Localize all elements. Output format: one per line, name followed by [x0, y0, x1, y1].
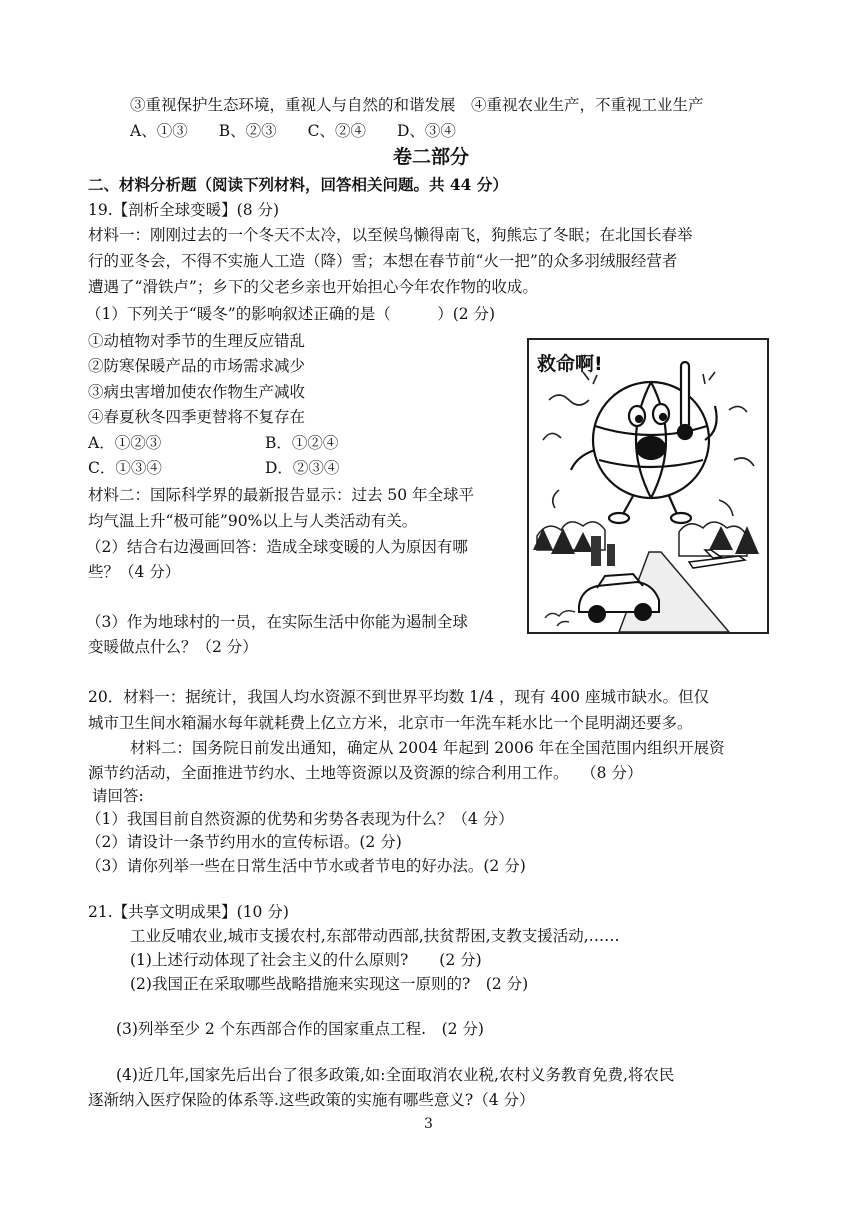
q19-title: 19.【剖析全球变暖】(8 分)	[88, 201, 280, 219]
q21-subq4-line2: 逐渐纳入医疗保险的体系等.这些政策的实施有哪些意义?（4 分）	[88, 1091, 535, 1109]
q19-choice-b: B．①②④	[265, 434, 339, 452]
q19-option-2: ②防寒保暖产品的市场需求减少	[88, 357, 306, 375]
q19-material1-line3: 遭遇了“滑铁卢”；乡下的父老乡亲也开始担心今年农作物的收成。	[88, 278, 538, 296]
cartoon-caption: 救命啊!	[537, 353, 603, 375]
cartoon-drawing	[529, 340, 767, 632]
q20-line3: 材料二：国务院日前发出通知，确定从 2004 年起到 2006 年在全国范围内组织开展资	[130, 739, 725, 757]
q19-material1-line2: 行的亚冬会，不得不实施人工造（降）雪；本想在春节前“火一把”的众多羽绒服经营者	[88, 252, 678, 270]
q19-choice-c: C．①③④	[88, 459, 162, 477]
q20-subq3: （3）请你列举一些在日常生活中节水或者节电的好办法。(2 分)	[86, 857, 526, 875]
section-title: 卷二部分	[393, 146, 470, 168]
q19-option-3: ③病虫害增加使农作物生产减收	[88, 383, 306, 401]
part2-heading: 二、材料分析题（阅读下列材料，回答相关问题。共 44 分）	[88, 175, 508, 194]
q21-subq1: (1)上述行动体现了社会主义的什么原则? (2 分)	[130, 951, 482, 969]
earth-globe	[571, 362, 717, 523]
q21-subq4-line1: (4)近几年,国家先后出台了很多政策,如:全面取消农业税,农村义务教育免费,将农民	[116, 1066, 675, 1084]
q21-title: 21.【共享文明成果】(10 分)	[88, 903, 289, 921]
q19-material2-line2: 均气温上升“极可能”90%以上与人类活动有关。	[88, 512, 418, 530]
q20-ask: 请回答:	[92, 787, 144, 805]
q20-line2: 城市卫生间水箱漏水每年就耗费上亿立方米，北京市一年洗车耗水比一个昆明湖还要多。	[88, 714, 693, 732]
q19-subq3-line1: （3）作为地球村的一员，在实际生活中你能为遏制全球	[86, 613, 468, 631]
q20-subq2: （2）请设计一条节约用水的宣传标语。(2 分)	[86, 833, 402, 851]
q19-choice-d: D．②③④	[265, 459, 340, 477]
q19-subq1: （1）下列关于“暖冬”的影响叙述正确的是（ ）(2 分)	[86, 305, 496, 323]
q19-option-1: ①动植物对季节的生理反应错乱	[88, 332, 306, 350]
option-line-3-4: ③重视保护生态环境，重视人与自然的和谐发展 ④重视农业生产，不重视工业生产	[130, 96, 704, 114]
q19-subq2-line2: 些？（4 分）	[88, 563, 181, 581]
q21-subq3: (3)列举至少 2 个东西部合作的国家重点工程. (2 分)	[116, 1020, 484, 1038]
global-warming-cartoon	[527, 338, 769, 634]
q19-option-4: ④春夏秋冬四季更替将不复存在	[88, 408, 306, 426]
q19-subq3-line2: 变暖做点什么？（2 分）	[88, 638, 258, 656]
page-number: 3	[424, 1116, 433, 1132]
q21-intro: 工业反哺农业,城市支援农村,东部带动西部,扶贫帮困,支教支援活动,……	[130, 927, 620, 945]
q20-subq1: （1）我国目前自然资源的优势和劣势各表现为什么？（4 分）	[86, 810, 514, 828]
q19-material1-line1: 材料一：刚刚过去的一个冬天不太冷，以至候鸟懒得南飞，狗熊忘了冬眠；在北国长春举	[88, 226, 693, 244]
q21-subq2: (2)我国正在采取哪些战略措施来实现这一原则的? (2 分)	[130, 975, 529, 993]
answer-choices-18: A、①③ B、②③ C、②④ D、③④	[130, 122, 456, 140]
q19-subq2-line1: （2）结合右边漫画回答：造成全球变暖的人为原因有哪	[86, 538, 468, 556]
q20-line4: 源节约活动，全面推进节约水、土地等资源以及资源的综合利用工作。 （8 分）	[88, 764, 643, 782]
q20-line1: 20．材料一：据统计，我国人均水资源不到世界平均数 1/4 ，现有 400 座城市缺水。但仅	[88, 688, 709, 706]
q19-material2-line1: 材料二：国际科学界的最新报告显示：过去 50 年全球平	[88, 486, 475, 504]
q19-choice-a: A．①②③	[88, 434, 162, 452]
